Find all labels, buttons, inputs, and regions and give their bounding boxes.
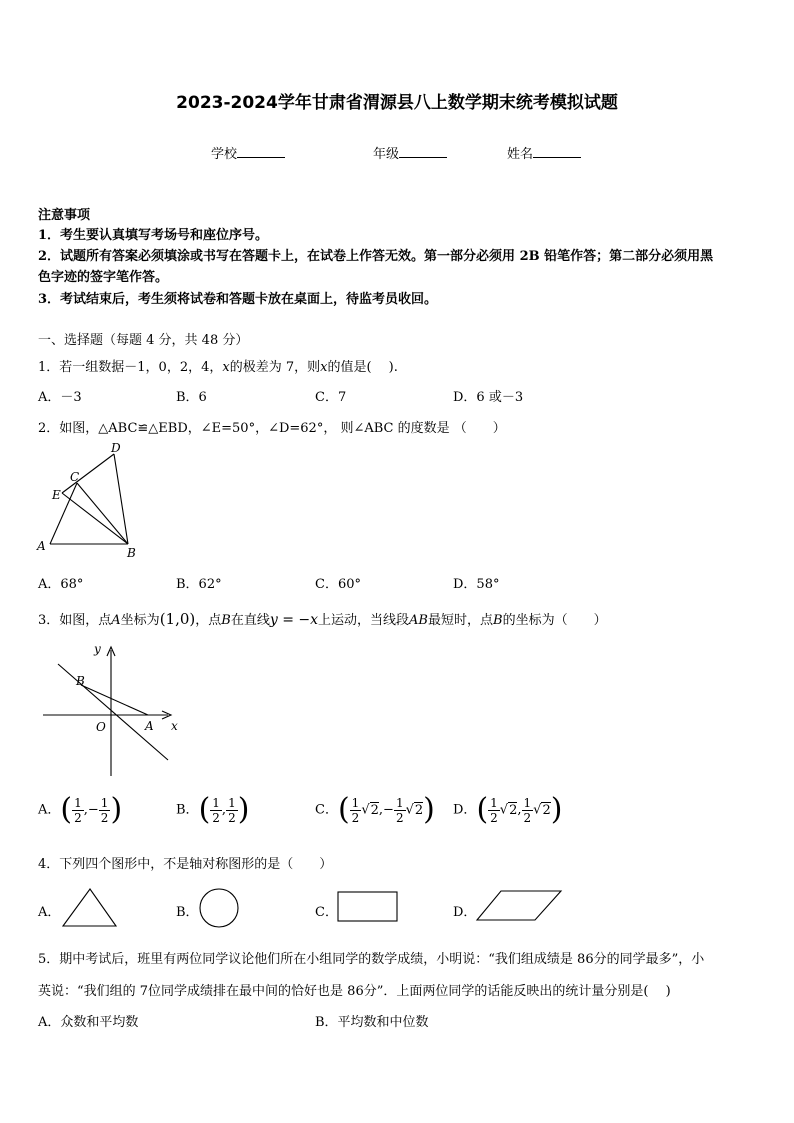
grade-blank[interactable] [399,145,447,158]
notice-heading: 注意事项 [38,208,91,223]
q4-stem: 4．下列四个图形中，不是轴对称图形的是（ ） [38,857,333,872]
q4-option-b-label: B． [176,905,199,920]
circle-shape [198,887,242,931]
q4-option-a[interactable] [38,901,60,920]
q5-stem-line1: 5．期中考试后，班里有两位同学议论他们所在小组同学的数学成绩，小明说：“我们组成绩是 86分的同学最多”，小 [38,952,705,967]
q3-stem [38,609,607,628]
q2-option-b[interactable]: B．62° [176,577,222,592]
q3-var-b: B [221,613,231,628]
q1-stem-c: 的值是( ). [327,360,398,375]
q2-triangle-figure [32,438,147,563]
q1-option-c[interactable]: C．7 [315,390,347,405]
q1-option-a[interactable]: A．－3 [38,390,82,405]
grade-field[interactable] [373,143,447,162]
q3-stem-e: 上运动，当线段 [318,613,410,628]
q4-option-d[interactable] [453,901,476,920]
school-field[interactable] [211,143,285,162]
q3-option-a[interactable]: A．( $\frac{1}{2}$ ,− $\frac{1}{2}$ ) [38,792,123,827]
q3-option-d[interactable]: D．( $\frac{1}{2}$ √2, $\frac{1}{2}$ √2) [453,792,563,827]
q3-stem-g: 的坐标为（ ） [502,613,607,628]
name-field[interactable] [507,143,581,162]
label-E: E [52,488,61,502]
grade-label: 年级 [373,147,400,162]
label-C: C [70,470,80,484]
q1-option-d[interactable]: D．6 或－3 [453,390,524,405]
q2-stem: 2．如图，△ABC≌△EBD，∠E=50°，∠D=62°， 则∠ABC 的度数是 （ ） [38,421,506,436]
q1-stem-a: 1．若一组数据－1，0，2，4， [38,360,223,375]
q3-coord: (1,0) [159,610,196,628]
q3-var-b2: B [493,613,503,628]
label-B: B [127,546,136,560]
label-B: B [76,674,85,688]
q2-option-d[interactable]: D．58° [453,577,500,592]
q3-var-ab: AB [409,613,428,628]
page-title: 2023-2024学年甘肃省渭源县八上数学期末统考模拟试题 [176,93,618,113]
label-y: y [94,642,101,656]
q2-option-a[interactable]: A．68° [38,577,84,592]
q1-var: x [222,360,230,375]
label-O: O [96,720,106,734]
name-blank[interactable] [533,145,581,158]
triangle-shape [60,886,120,930]
q5-option-b[interactable]: B．平均数和中位数 [315,1015,429,1030]
q4-option-d-label: D． [453,905,477,920]
section-heading: 一、选择题（每题 4 分，共 48 分） [38,333,249,348]
q3-option-b[interactable]: B．( $\frac{1}{2}$ , $\frac{1}{2}$ ) [176,792,250,827]
q4-option-c[interactable] [315,901,338,920]
q3-stem-b: 坐标为 [120,613,160,628]
q3-stem-c: ，点 [195,613,222,628]
notice-item-3: 3．考试结束后，考生须将试卷和答题卡放在桌面上，待监考员收回。 [38,292,438,307]
line-EB [62,493,128,544]
notice-item-2a: 2．试题所有答案必须填涂或书写在答题卡上，在试卷上作答无效。第一部分必须用 2B 铅笔作答；第二部分必须用黑 [38,249,714,264]
q3-var-a: A [111,613,121,628]
q5-option-a[interactable]: A．众数和平均数 [38,1015,139,1030]
notice-item-1: 1．考生要认真填写考场号和座位序号。 [38,228,269,243]
q1-stem-b: 的极差为 7，则 [229,360,321,375]
label-A: A [37,539,46,553]
school-blank[interactable] [237,145,285,158]
q3-stem-f: 最短时，点 [427,613,493,628]
q3-option-d-label: D． [453,802,477,818]
q3-option-a-label: A． [38,802,61,818]
q4-option-a-label: A． [38,905,61,920]
label-D: D [111,441,121,455]
q2-option-c[interactable]: C．60° [315,577,361,592]
q3-option-b-label: B． [176,802,199,818]
q4-option-c-label: C． [315,905,338,920]
parallelogram-shape [475,888,565,924]
q1-option-b[interactable]: B．6 [176,390,207,405]
q3-stem-d: 在直线 [230,613,270,628]
q1-stem [38,356,398,375]
school-label: 学校 [211,147,238,162]
q1-var2: x [320,360,328,375]
notice-item-2b: 色字迹的签字笔作答。 [38,270,169,285]
q3-option-c[interactable]: C．( $\frac{1}{2}$ √2,− $\frac{1}{2}$ √2) [315,792,435,827]
line-y-neg-x [58,664,168,760]
name-label: 姓名 [507,147,534,162]
label-A: A [145,719,154,733]
rectangle-shape [337,891,401,925]
segment-BA [81,685,148,715]
q3-line-eq: y = −x [269,612,319,628]
q3-coordinate-figure [38,640,188,782]
q5-stem-line2: 英说：“我们组的 7位同学成绩排在最中间的恰好也是 86分”．上面两位同学的话能反映出的统计量分别是( ) [38,984,671,999]
label-x: x [171,719,178,733]
q4-option-b[interactable] [176,901,199,920]
q3-option-c-label: C． [315,802,338,818]
q3-stem-a: 3．如图，点 [38,613,112,628]
